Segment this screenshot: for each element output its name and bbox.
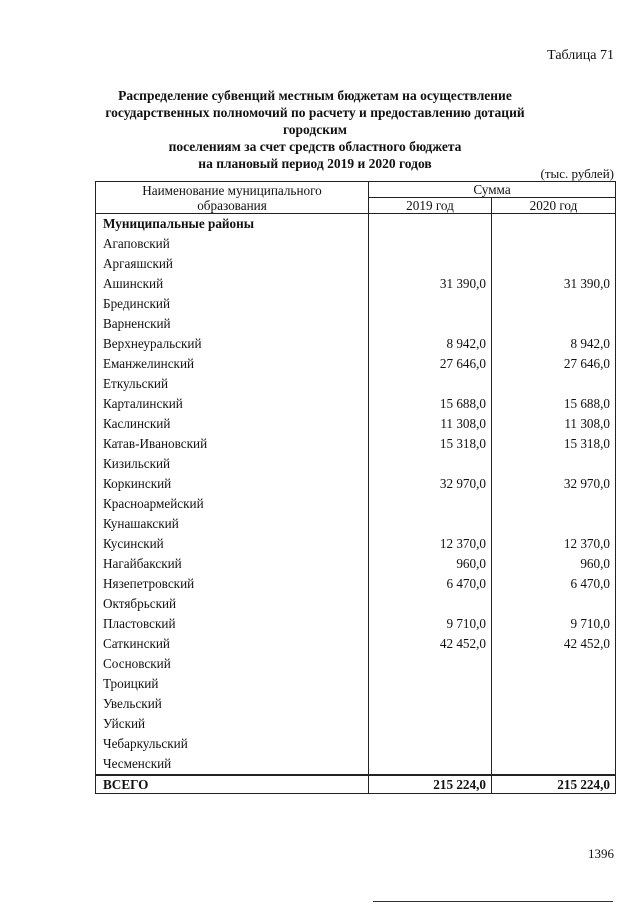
municipality-name: Еткульский (96, 374, 369, 394)
table-row (96, 554, 616, 574)
value-2019 (369, 234, 492, 254)
value-2019 (369, 494, 492, 514)
municipality-name: Увельский (96, 694, 369, 714)
title-line: на плановый период 2019 и 2020 годов (198, 156, 432, 171)
table-row (96, 714, 616, 734)
municipality-name: Брединский (96, 294, 369, 314)
value-2019 (369, 754, 492, 775)
municipality-name: Аргаяшский (96, 254, 369, 274)
page-number: 1396 (588, 846, 614, 861)
table-row (96, 594, 616, 614)
municipality-name: Верхнеуральский (96, 334, 369, 354)
table-row (96, 254, 616, 274)
municipality-name: Чесменский (96, 754, 369, 775)
value-2020 (492, 654, 616, 674)
value-2019 (369, 514, 492, 534)
value-2020: 960,0 (492, 554, 616, 574)
total-2019: 215 224,0 (369, 775, 492, 794)
municipality-name: Троицкий (96, 674, 369, 694)
municipality-name: Катав-Ивановский (96, 434, 369, 454)
value-2019: 32 970,0 (369, 474, 492, 494)
value-2020: 27 646,0 (492, 354, 616, 374)
value-2020 (492, 594, 616, 614)
table-row (96, 514, 616, 534)
value-2020: 6 470,0 (492, 574, 616, 594)
value-2019: 27 646,0 (369, 354, 492, 374)
table-row (96, 274, 616, 294)
municipality-name: Варненский (96, 314, 369, 334)
section-row (96, 214, 616, 235)
header-municipality-line2: образования (197, 197, 267, 213)
footer-rule (373, 901, 613, 902)
table-row (96, 454, 616, 474)
value-2020 (492, 674, 616, 694)
value-2020 (492, 234, 616, 254)
total-label: ВСЕГО (96, 775, 369, 794)
value-2019: 8 942,0 (369, 334, 492, 354)
table-row (96, 734, 616, 754)
municipality-name: Кизильский (96, 454, 369, 474)
section-cell-2020 (492, 214, 616, 235)
value-2020: 9 710,0 (492, 614, 616, 634)
table-row (96, 354, 616, 374)
value-2019 (369, 674, 492, 694)
value-2020 (492, 454, 616, 474)
title-line: государственных полномочий по расчету и предоставлению дотаций городским (105, 105, 525, 137)
table-row (96, 334, 616, 354)
municipality-name: Чебаркульский (96, 734, 369, 754)
table-row (96, 314, 616, 334)
value-2019: 6 470,0 (369, 574, 492, 594)
value-2020 (492, 694, 616, 714)
table-row (96, 474, 616, 494)
value-2020 (492, 314, 616, 334)
value-2019: 15 318,0 (369, 434, 492, 454)
municipality-name: Карталинский (96, 394, 369, 414)
value-2020 (492, 494, 616, 514)
table-row (96, 574, 616, 594)
municipality-name: Октябрьский (96, 594, 369, 614)
table-row (96, 414, 616, 434)
municipality-name: Еманжелинский (96, 354, 369, 374)
value-2020: 32 970,0 (492, 474, 616, 494)
value-2020: 31 390,0 (492, 274, 616, 294)
value-2019 (369, 714, 492, 734)
value-2019 (369, 654, 492, 674)
municipality-name: Саткинский (96, 634, 369, 654)
value-2019 (369, 454, 492, 474)
table-row (96, 294, 616, 314)
value-2020: 8 942,0 (492, 334, 616, 354)
table-row (96, 394, 616, 414)
header-2019: 2019 год (369, 198, 492, 214)
value-2020: 15 318,0 (492, 434, 616, 454)
table-row (96, 634, 616, 654)
table-body (96, 214, 616, 776)
total-2020: 215 224,0 (492, 775, 616, 794)
value-2019 (369, 254, 492, 274)
table-row (96, 534, 616, 554)
document-title (90, 87, 540, 172)
value-2020 (492, 294, 616, 314)
municipality-name: Пластовский (96, 614, 369, 634)
municipality-name: Кунашакский (96, 514, 369, 534)
value-2020 (492, 514, 616, 534)
value-2020 (492, 254, 616, 274)
value-2019 (369, 694, 492, 714)
value-2019: 960,0 (369, 554, 492, 574)
value-2019 (369, 374, 492, 394)
table-row (96, 654, 616, 674)
title-line: Распределение субвенций местным бюджетам на осуществление (118, 88, 512, 103)
value-2019: 31 390,0 (369, 274, 492, 294)
value-2019 (369, 294, 492, 314)
header-2020: 2020 год (492, 198, 616, 214)
table-row (96, 494, 616, 514)
municipality-name: Коркинский (96, 474, 369, 494)
value-2019: 15 688,0 (369, 394, 492, 414)
table-row (96, 434, 616, 454)
value-2020 (492, 374, 616, 394)
municipality-name: Агаповский (96, 234, 369, 254)
value-2019: 42 452,0 (369, 634, 492, 654)
section-title: Муниципальные районы (96, 214, 369, 235)
value-2020: 42 452,0 (492, 634, 616, 654)
municipality-name: Каслинский (96, 414, 369, 434)
section-cell-2019 (369, 214, 492, 235)
municipality-name: Ашинский (96, 274, 369, 294)
table-number-label: Таблица 71 (547, 48, 614, 63)
municipality-name: Нязепетровский (96, 574, 369, 594)
municipality-name: Сосновский (96, 654, 369, 674)
table-row (96, 674, 616, 694)
value-2020 (492, 734, 616, 754)
table-row (96, 614, 616, 634)
value-2020 (492, 754, 616, 775)
value-2019 (369, 314, 492, 334)
value-2020: 12 370,0 (492, 534, 616, 554)
value-2020: 11 308,0 (492, 414, 616, 434)
value-2019: 9 710,0 (369, 614, 492, 634)
value-2019: 12 370,0 (369, 534, 492, 554)
table-row (96, 754, 616, 775)
header-municipality-line1: Наименование муниципального (142, 182, 322, 198)
value-2019 (369, 594, 492, 614)
table-row (96, 694, 616, 714)
subsidy-table (95, 181, 616, 794)
municipality-name: Кусинский (96, 534, 369, 554)
total-row (96, 775, 616, 794)
value-2020 (492, 714, 616, 734)
municipality-name: Уйский (96, 714, 369, 734)
value-2019 (369, 734, 492, 754)
units-note: (тыс. рублей) (540, 166, 614, 181)
municipality-name: Красноармейский (96, 494, 369, 514)
table-row (96, 234, 616, 254)
table-row (96, 374, 616, 394)
header-municipality (96, 182, 369, 214)
header-sum: Сумма (369, 182, 616, 198)
title-line: поселениям за счет средств областного бюджета (168, 139, 462, 154)
municipality-name: Нагайбакский (96, 554, 369, 574)
value-2020: 15 688,0 (492, 394, 616, 414)
value-2019: 11 308,0 (369, 414, 492, 434)
